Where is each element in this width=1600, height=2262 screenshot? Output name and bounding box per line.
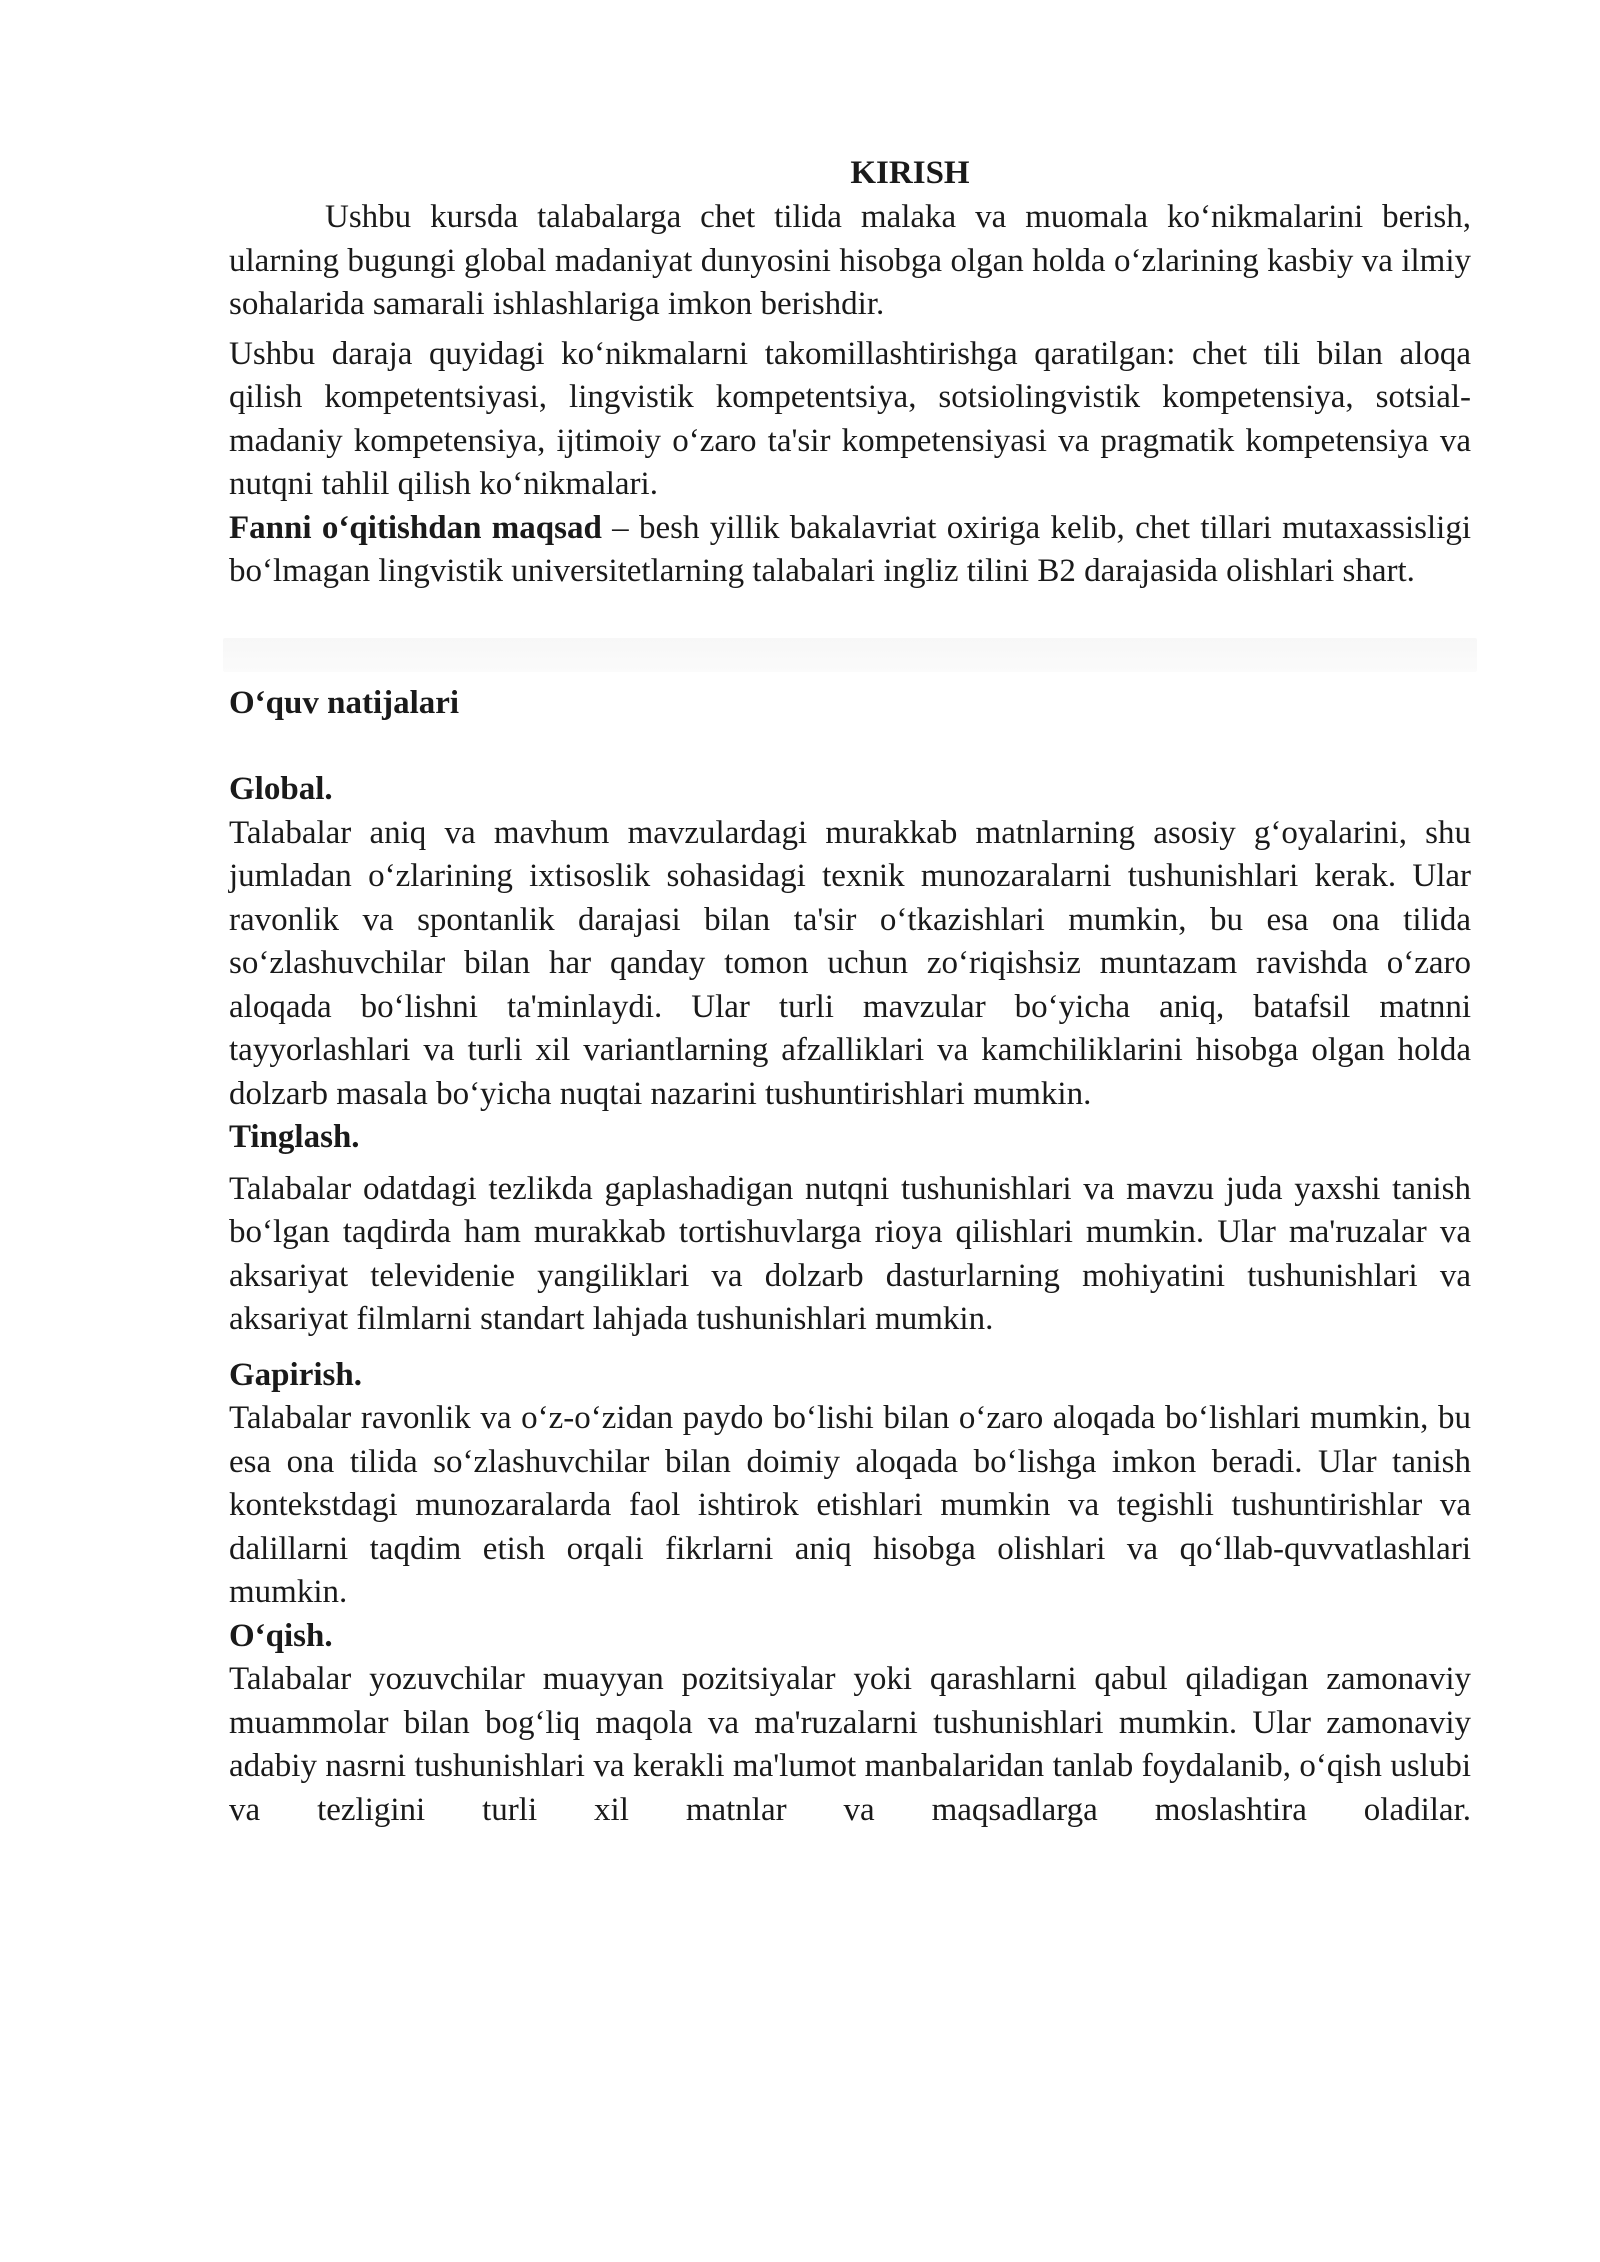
intro-paragraph-1: Ushbu kursda talabalarga chet tilida malaka va muomala ko‘nikmalarini berish, ularning bugungi global madaniyat dunyosini hisobga olgan holda o‘zlarining kasbiy va ilmiy sohalarida samarali ishlashlariga imkon berishdir. <box>229 199 1471 322</box>
reading-title: O‘qish. <box>229 1617 333 1654</box>
document-page <box>229 150 1471 1832</box>
goal-label: Fanni o‘qitishdan maqsad <box>229 509 602 546</box>
intro-paragraph-3 <box>229 507 1471 594</box>
goal-text: – besh yillik bakalavriat oxiriga kelib, chet tillari mutaxassisligi bo‘lmagan lingvistik universitetlarning talabalari ingliz tilini B2 darajasida olishlari shart. <box>229 509 1472 589</box>
global-title: Global. <box>229 771 333 807</box>
reading-text: Talabalar yozuvchilar muayyan pozitsiyalar yoki qarashlarni qabul qiladigan zamonaviy muammolar bilan bog‘liq maqola va ma'ruzalarni tushunishlari mumkin. Ular zamonaviy adabiy nasrni tushunishlari va kerakli ma'lumot manbalaridan tanlab foydalanib, o‘qish uslubi va tezligini turli xil matnlar va maqsadlarga moslashtira oladilar. <box>229 1661 1471 1828</box>
speaking-title: Gapirish. <box>229 1356 362 1393</box>
speaking-text: Talabalar ravonlik va o‘z-o‘zidan paydo bo‘lishi bilan o‘zaro aloqada bo‘lishlari mumkin, bu esa ona tilida so‘zlashuvchilar bilan doimiy aloqada bo‘lishga imkon beradi. Ular tanish kontekstdagi munozaralarda faol ishtirok etishlari mumkin va tegishli tushuntirishlar va dalillarni taqdim etish orqali fikrlarni aniq hisobga olishlari va qo‘llab-quvvatlashlari mumkin. <box>229 1400 1471 1610</box>
listening-text: Talabalar odatdagi tezlikda gaplashadigan nutqni tushunishlari va mavzu juda yaxshi tanish bo‘lgan taqdirda ham murakkab tortishuvlarga rioya qilishlari mumkin. Ular ma'ruzalar va aksariyat televidenie yangiliklari va dolzarb dasturlarning mohiyatini tushunishlari va aksariyat filmlarni standart lahjada tushunishlari mumkin. <box>229 1170 1471 1337</box>
page-title: KIRISH <box>850 155 970 191</box>
intro-paragraph-2: Ushbu daraja quyidagi ko‘nikmalarni takomillashtirishga qaratilgan: chet tili bilan aloqa qilish kompetentsiyasi, lingvistik kompetentsiya, sotsiolingvistik kompetensiya, sotsial-madaniy kompetensiya, ijtimoiy o‘zaro ta'sir kompetensiyasi va pragmatik kompetensiya va nutqni tahlil qilish ko‘nikmalari. <box>229 335 1471 502</box>
section-divider-band <box>223 638 1477 672</box>
listening-title: Tinglash. <box>229 1119 360 1155</box>
outcomes-title: O‘quv natijalari <box>229 684 460 721</box>
global-text: Talabalar aniq va mavhum mavzulardagi murakkab matnlarning asosiy g‘oyalarini, shu jumladan o‘zlarining ixtisoslik sohasidagi texnik munozaralarni tushunishlari kerak. Ular ravonlik va spontanlik darajasi bilan ta'sir o‘tkazishlari mumkin, bu esa ona tilida so‘zlashuvchilar bilan har qanday tomon uchun zo‘riqishsiz muntazam ravishda o‘zaro aloqada bo‘lishni ta'minlaydi. Ular turli mavzular bo‘yicha aniq, batafsil matnni tayyorlashlari va turli xil variantlarning afzalliklari va kamchiliklarini hisobga olgan holda dolzarb masala bo‘yicha nuqtai nazarini tushuntirishlari mumkin. <box>229 814 1471 1112</box>
